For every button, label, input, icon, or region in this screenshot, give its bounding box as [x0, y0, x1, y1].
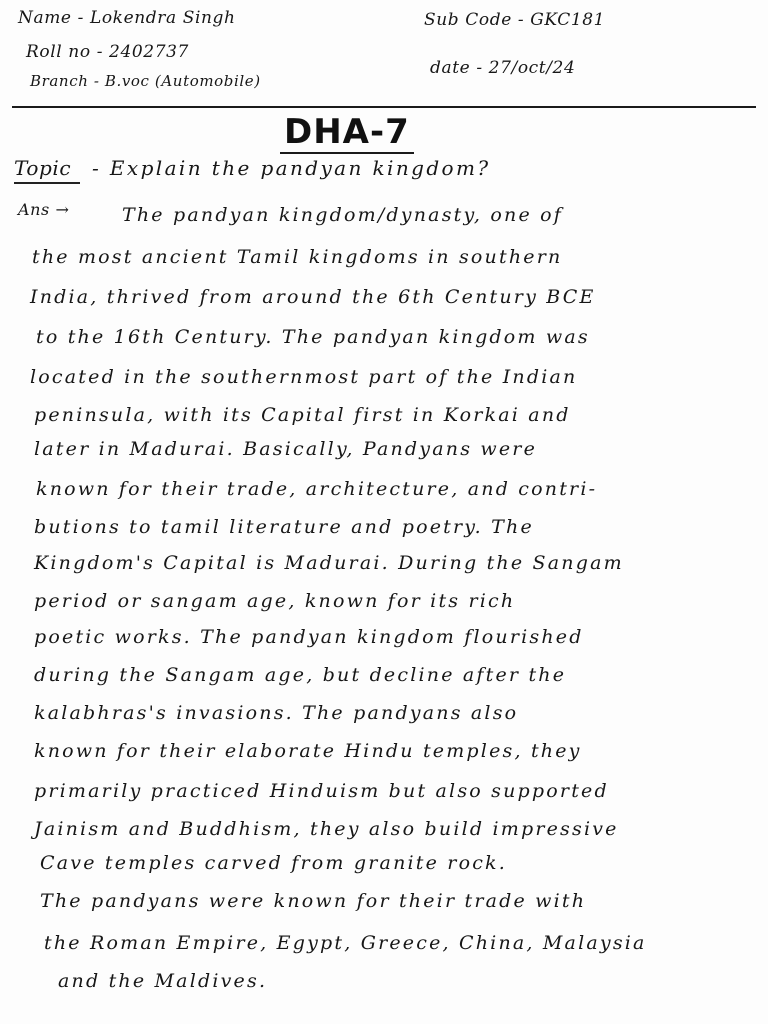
topic-label: Topic [14, 156, 72, 180]
title-underline [280, 152, 414, 154]
answer-line: The pandyan kingdom/dynasty, one of [122, 204, 563, 226]
answer-line: The pandyans were known for their trade with [40, 890, 587, 912]
answer-line: butions to tamil literature and poetry. The [34, 516, 534, 538]
answer-line: poetic works. The pandyan kingdom flourished [34, 626, 584, 648]
answer-line: peninsula, with its Capital first in Korkai and [34, 404, 571, 426]
header-divider [12, 106, 756, 108]
answer-line: India, thrived from around the 6th Century BCE [30, 286, 596, 308]
answer-line: later in Madurai. Basically, Pandyans were [34, 438, 538, 460]
answer-line: kalabhras's invasions. The pandyans also [34, 702, 519, 724]
answer-line: Kingdom's Capital is Madurai. During the Sangam [34, 552, 624, 574]
subject-code: Sub Code - GKC181 [424, 10, 606, 30]
answer-line: the most ancient Tamil kingdoms in southern [32, 246, 563, 268]
answer-line: and the Maldives. [58, 970, 268, 992]
topic-text: - Explain the pandyan kingdom? [92, 156, 491, 180]
page-title: DHA-7 [284, 112, 410, 152]
answer-line: primarily practiced Hinduism but also supported [34, 780, 609, 802]
answer-line: known for their trade, architecture, and contri- [36, 478, 598, 500]
answer-line: during the Sangam age, but decline after the [34, 664, 567, 686]
answer-line: period or sangam age, known for its rich [34, 590, 516, 612]
answer-line: Jainism and Buddhism, they also build impressive [34, 818, 619, 840]
answer-line: known for their elaborate Hindu temples, they [34, 740, 582, 762]
topic-underline [14, 182, 80, 184]
answer-line: the Roman Empire, Egypt, Greece, China, Malaysia [44, 932, 647, 954]
date: date - 27/oct/24 [430, 58, 576, 78]
roll-number: Roll no - 2402737 [26, 42, 189, 62]
answer-line: located in the southernmost part of the Indian [30, 366, 578, 388]
branch: Branch - B.voc (Automobile) [30, 72, 261, 90]
answer-line: to the 16th Century. The pandyan kingdom was [36, 326, 590, 348]
answer-label: Ans → [18, 200, 70, 219]
student-name: Name - Lokendra Singh [18, 8, 236, 28]
answer-line: Cave temples carved from granite rock. [40, 852, 508, 874]
